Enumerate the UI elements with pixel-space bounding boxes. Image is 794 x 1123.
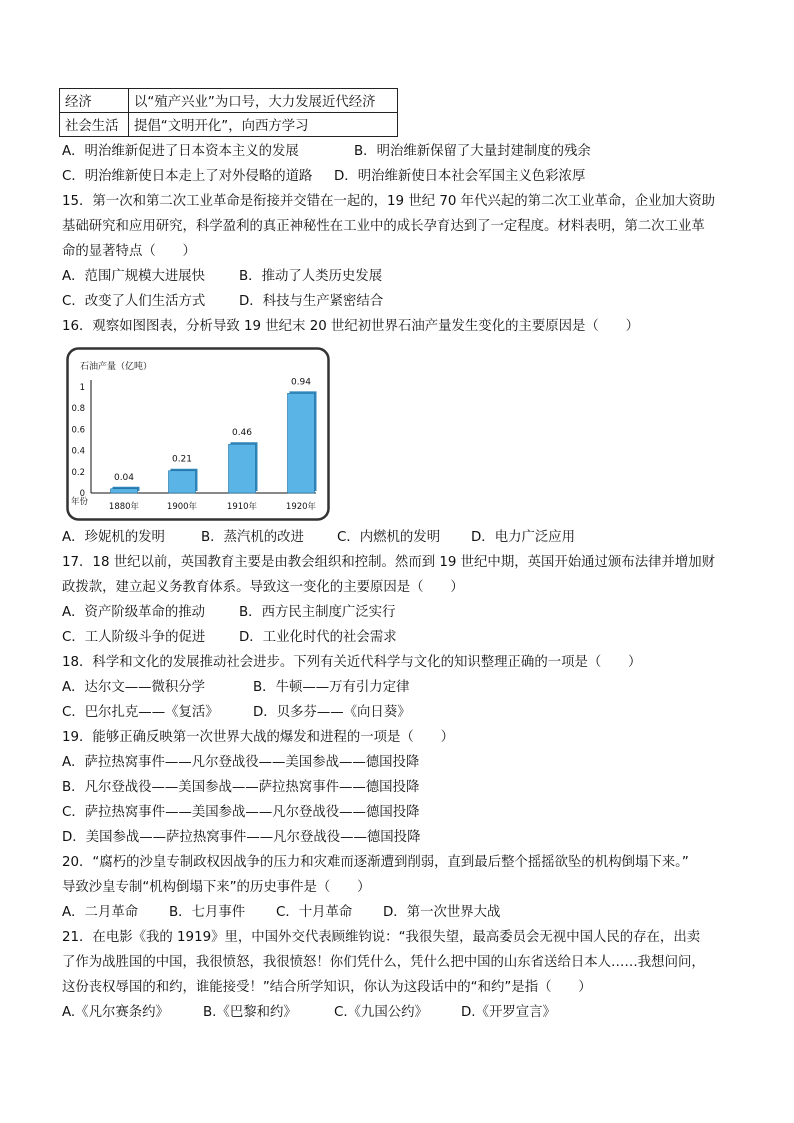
q14-option-d: D．明治维新使日本社会军国主义色彩浓厚 [334, 169, 586, 184]
bar-1880年 [111, 489, 138, 493]
bar-value-label: 0.04 [113, 472, 135, 483]
q16-stem: 16．观察如图图表，分析导致 19 世纪末 20 世纪初世界石油产量发生变化的主要原因是（ ） [62, 319, 639, 334]
bar-1910年 [229, 444, 256, 493]
table-row [60, 89, 398, 113]
q15-stem-line: 命的显著特点（ ） [62, 244, 196, 259]
q14-options-row2 [62, 168, 585, 186]
bar-value-label: 0.21 [171, 454, 193, 465]
bar-1900年 [169, 471, 196, 493]
q20-option-b: B．七月事件 [169, 905, 246, 920]
q17-options-row1 [62, 604, 395, 622]
x-tick-label: 1920年 [285, 502, 317, 512]
q20-option-d: D．第一次世界大战 [383, 905, 501, 920]
q21-options-row [62, 1004, 556, 1022]
table-cell-key: 社会生活 [60, 113, 129, 137]
q20-option-c: C．十月革命 [276, 905, 353, 920]
chart-title: 石油产量（亿吨） [80, 362, 153, 372]
x-tick-label: 1900年 [166, 502, 198, 512]
y-tick-label: 0.2 [71, 467, 85, 478]
q18-option-d: D．贝多芬——《向日葵》 [253, 705, 411, 720]
q21-option-d: D.《开罗宣言》 [461, 1005, 556, 1020]
y-tick-label: 0 [79, 489, 85, 499]
q15-option-b: B．推动了人类历史发展 [239, 269, 383, 284]
q16-option-c: C．内燃机的发明 [337, 530, 441, 545]
q15-options-row2 [62, 293, 383, 311]
q14-option-b: B．明治维新保留了大量封建制度的残余 [354, 144, 591, 159]
q17-options-row2 [62, 629, 397, 647]
q14-option-a: A．明治维新促进了日本资本主义的发展 [62, 144, 299, 159]
q18-option-b: B．牛顿——万有引力定律 [253, 680, 410, 695]
q20-options-row [62, 904, 500, 922]
q17-option-a: A．资产阶级革命的推动 [62, 605, 206, 620]
q15-stem-line: 基础研究和应用研究，科学盈利的真正神秘性在工业中的成长孕育达到了一定程度。材料表明，第二次工业革 [62, 219, 705, 234]
q20-stem-line: 20．“腐朽的沙皇专制政权因战争的压力和灾难而逐渐遭到削弱，直到最后整个摇摇欲坠的机构倒塌下来。” [62, 855, 689, 870]
q17-stem-line: 政拨款，建立起义务教育体系。导致这一变化的主要原因是（ ） [62, 580, 464, 595]
q14-option-c: C．明治维新使日本走上了对外侵略的道路 [62, 169, 313, 184]
y-tick-label: 0.4 [71, 446, 85, 457]
q15-option-c: C．改变了人们生活方式 [62, 294, 206, 309]
q14-options-row1 [62, 143, 591, 161]
x-tick-label: 1910年 [226, 502, 258, 512]
y-tick-label: 1 [79, 383, 85, 393]
table-cell-value: 提倡“文明开化”，向西方学习 [129, 113, 398, 137]
q16-options-row [62, 529, 575, 547]
q15-options-row1 [62, 268, 382, 286]
x-axis-label: 年份 [71, 497, 89, 507]
q17-stem-line: 17．18 世纪以前，英国教育主要是由教会组织和控制。然而到 19 世纪中期，英国开始通过颁布法律并增加财 [62, 555, 716, 570]
bar-value-label: 0.94 [290, 377, 312, 388]
q17-option-d: D．工业化时代的社会需求 [239, 630, 397, 645]
q21-option-c: C.《九国公约》 [334, 1005, 428, 1020]
q19-option-b: B．凡尔登战役——美国参战——萨拉热窝事件——德国投降 [62, 780, 420, 795]
q19-option-a: A．萨拉热窝事件——凡尔登战役——美国参战——德国投降 [62, 755, 420, 770]
q21-stem-line: 21．在电影《我的 1919》里，中国外交代表顾维钧说：“我很失望，最高委员会无视中国人民的存在，出卖 [62, 930, 701, 945]
y-tick-label: 0.6 [71, 425, 85, 436]
q19-option-c: C．萨拉热窝事件——美国参战——凡尔登战役——德国投降 [62, 805, 420, 820]
table-cell-key: 经济 [60, 89, 129, 113]
q21-option-b: B.《巴黎和约》 [203, 1005, 297, 1020]
table-cell-value: 以“殖产兴业”为口号，大力发展近代经济 [129, 89, 398, 113]
q16-option-b: B．蒸汽机的改进 [201, 530, 304, 545]
q21-stem-line: 了作为战胜国的中国，我很愤怒，我很愤怒！你们凭什么，凭什么把中国的山东省送给日本人……我想问问， [62, 955, 705, 970]
q18-stem: 18．科学和文化的发展推动社会进步。下列有关近代科学与文化的知识整理正确的一项是（ ） [62, 655, 642, 670]
q20-stem-line: 导致沙皇专制“机构倒塌下来”的历史事件是（ ） [62, 880, 371, 895]
q20-option-a: A．二月革命 [62, 905, 139, 920]
q15-option-a: A．范围广规模大进展快 [62, 269, 206, 284]
oil-production-chart [66, 347, 330, 521]
q15-option-d: D．科技与生产紧密结合 [239, 294, 384, 309]
q17-option-b: B．西方民主制度广泛实行 [239, 605, 396, 620]
q18-option-c: C．巴尔扎克——《复活》 [62, 705, 219, 720]
q16-option-d: D．电力广泛应用 [471, 530, 576, 545]
q18-options-row2 [62, 704, 411, 722]
q16-option-a: A．珍妮机的发明 [62, 530, 165, 545]
bar-1920年 [288, 393, 315, 493]
table-row [60, 113, 398, 137]
q19-stem: 19．能够正确反映第一次世界大战的爆发和进程的一项是（ ） [62, 730, 454, 745]
q18-options-row1 [62, 679, 409, 697]
q17-option-c: C．工人阶级斗争的促进 [62, 630, 206, 645]
y-tick-label: 0.8 [71, 404, 85, 415]
x-tick-label: 1880年 [108, 502, 140, 512]
q21-option-a: A.《凡尔赛条约》 [62, 1005, 169, 1020]
q21-stem-line: 这份丧权辱国的和约，谁能接受！”结合所学知识，你认为这段话中的“和约”是指（ ） [62, 980, 592, 995]
bar-value-label: 0.46 [231, 428, 253, 439]
q15-stem-line: 15．第一次和第二次工业革命是衔接并交错在一起的，19 世纪 70 年代兴起的第二次工业革命，企业加大资助 [62, 194, 716, 209]
meiji-reform-table [59, 88, 398, 137]
q19-option-d: D．美国参战——萨拉热窝事件——凡尔登战役——德国投降 [62, 830, 421, 845]
q18-option-a: A．达尔文——微积分学 [62, 680, 206, 695]
